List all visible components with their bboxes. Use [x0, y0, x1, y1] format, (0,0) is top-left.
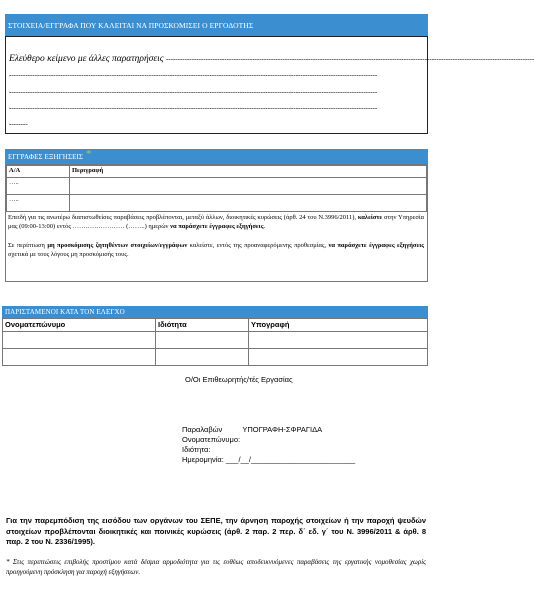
- explanation-paragraph-1: Επειδή για τις ανωτέρω διαπιστωθείσες παραβάσεις προβλέπονται, μεταξύ άλλων, διοικητικές κυρώσεις (άρθ. 24 του Ν.3996/2011), καλείστε στην Υπηρεσία μας (09:00-13:00) εντός …………………… (……..) ημερών να παράσχετε έγγραφες εξηγήσεις.: [8, 214, 425, 230]
- penalty-note: Για την παρεμπόδιση της εισόδου των οργάνων του ΣΕΠΕ, την άρνηση παροχής στοιχείων ή την παροχή ψευδών στοιχείων προβλέπονται διοικητικές και ποινικές κυρώσεις (άρθ. 2 παρ. 2 περ. δ΄ εδ. γ΄ του Ν. 3996/2011 & άρθ. 8 παρ. 2 του Ν. 2336/1995).: [6, 516, 426, 546]
- table-row: [7, 178, 427, 195]
- table-header-row: [7, 166, 427, 178]
- section2-header: [5, 149, 428, 164]
- footnote-star-icon: *: [86, 147, 92, 160]
- section2-body: [5, 164, 428, 282]
- present-header-row: [3, 319, 428, 332]
- receiver-signature-label: ΥΠΟΓΡΑΦΗ-ΣΦΡΑΓΙΔΑ: [242, 425, 323, 434]
- section1-title: ΣΤΟΙΧΕΙΑ/ΕΓΓΡΑΦΑ ΠΟΥ ΚΑΛΕΙΤΑΙ ΝΑ ΠΡΟΣΚΟΜΙΣΕΙ Ο ΕΡΓΟΔΟΤΗΣ: [8, 20, 254, 30]
- table-row: [7, 195, 427, 212]
- section3-title: ΠΑΡΙΣΤΑΜΕΝΟΙ ΚΑΤΑ ΤΟΝ ΕΛΕΓΧΟ: [5, 308, 125, 316]
- section2-title: ΕΓΓΡΑΦΕΣ ΕΞΗΓΗΣΕΙΣ: [8, 152, 84, 161]
- receiver-role-label: Ιδιότητα:: [182, 445, 211, 454]
- present-name-cell[interactable]: [3, 349, 156, 366]
- present-persons-table: [2, 318, 428, 366]
- free-text-line-3: --------------------------------------------------------------------------------------------------------------------------------------------------------------: [9, 88, 378, 96]
- section1-header: [5, 14, 428, 36]
- row2-aa[interactable]: …..: [7, 195, 70, 212]
- row1-desc[interactable]: [70, 178, 427, 195]
- col-desc-header: Περιγραφή: [70, 166, 427, 178]
- explanations-table: [6, 165, 427, 212]
- free-text-area[interactable]: [9, 52, 534, 130]
- free-text-line-5: --------: [9, 120, 28, 128]
- present-name-cell[interactable]: [3, 332, 156, 349]
- present-signature-cell[interactable]: [249, 332, 428, 349]
- receiver-date-label: Ημερομηνία: ___/__/_________________________: [182, 455, 356, 464]
- present-role-cell[interactable]: [156, 349, 249, 366]
- present-role-cell[interactable]: [156, 332, 249, 349]
- free-text-line-4: --------------------------------------------------------------------------------------------------------------------------------------------------------------: [9, 104, 378, 112]
- free-text-line-1: Ελεύθερο κείμενο με άλλες παρατηρήσεις --------------------------------------------------------------------------------------------------------------------------------------------------------------: [9, 54, 534, 64]
- free-text-label: Ελεύθερο κείμενο με άλλες παρατηρήσεις: [9, 54, 164, 64]
- receiver-block: [182, 425, 355, 465]
- section3-header: [2, 306, 428, 318]
- section1-body: [5, 36, 534, 134]
- footnote: * Στις περιπτώσεις επιβολής προστίμου κατά δέσμια αρμοδιότητα για τις ευθέως αποδεικνυόμενες παραβάσεις της εργατικής νομοθεσίας χωρίς προηγούμενη πρόσκληση για παροχή εξηγήσεων.: [6, 558, 426, 576]
- receiver-line: [182, 425, 355, 435]
- row1-aa[interactable]: …..: [7, 178, 70, 195]
- col-signature-header: Υπογραφή: [249, 319, 428, 332]
- inspectors-label: Ο/Οι Επιθεωρητής/τές Εργασίας: [185, 375, 293, 384]
- col-name-header: Ονοματεπώνυμο: [3, 319, 156, 332]
- table-row: [3, 332, 428, 349]
- table-row: [3, 349, 428, 366]
- free-text-line-2: --------------------------------------------------------------------------------------------------------------------------------------------------------------: [9, 71, 378, 79]
- row2-desc[interactable]: [70, 195, 427, 212]
- explanation-paragraph-2: Σε περίπτωση μη προσκόμισης ζητηθέντων στοιχείων/εγγράφων καλείστε, εντός της προαναφερόμενης προθεσμίας, να παράσχετε έγγραφες εξηγήσεις σχετικά με τους λόγους μη προσκόμισής τους.: [8, 242, 424, 258]
- col-role-header: Ιδιότητα: [156, 319, 249, 332]
- receiver-name-label: Ονοματεπώνυμο:: [182, 435, 241, 444]
- receiver-label: Παραλαβών: [182, 425, 223, 434]
- col-aa-header: Α/Α: [7, 166, 70, 178]
- present-signature-cell[interactable]: [249, 349, 428, 366]
